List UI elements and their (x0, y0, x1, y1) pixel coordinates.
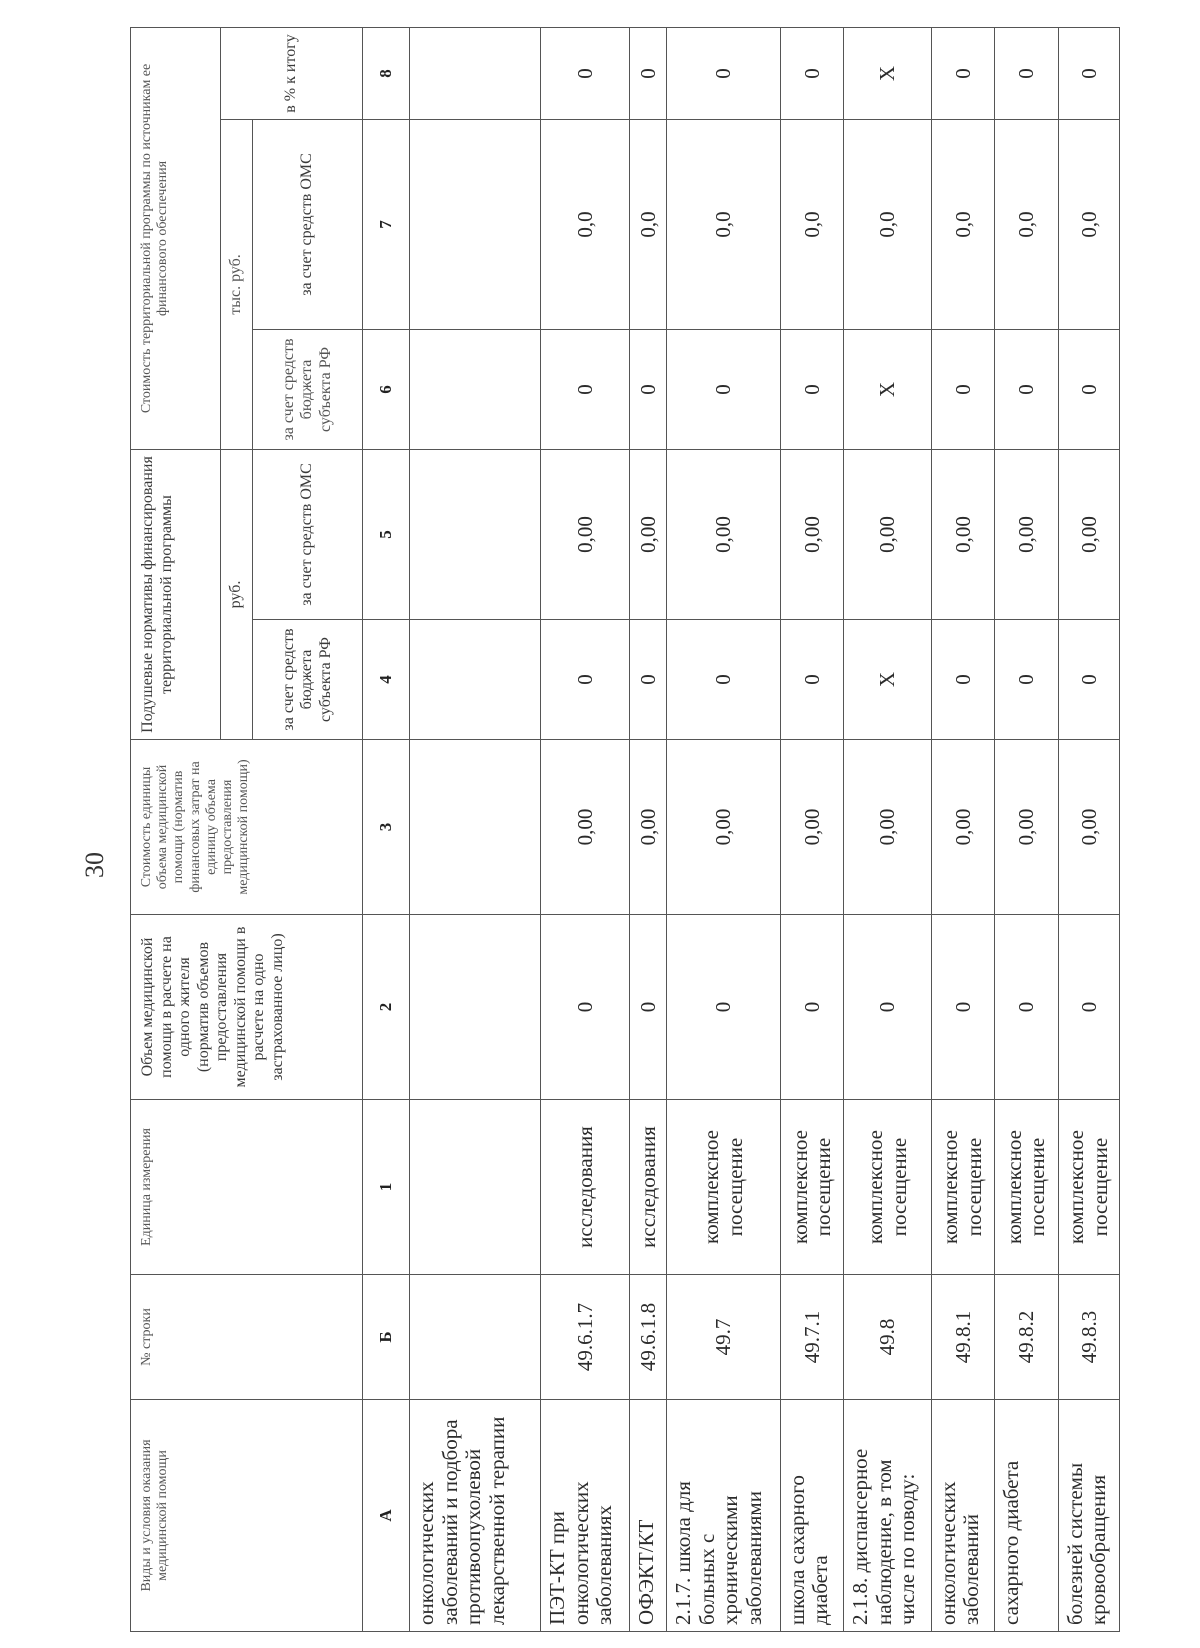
per-capita-budget: 0 (541, 620, 630, 740)
unit-cost: 0,00 (541, 740, 630, 915)
row-number: 49.8.2 (995, 1275, 1058, 1400)
cost-budget: 0 (931, 329, 994, 449)
volume-norm (410, 915, 541, 1100)
per-capita-oms: 0,00 (667, 449, 781, 619)
cost-budget: X (844, 329, 931, 449)
row-label: 2.1.7. школа для больных с хроническими заболеваниями (667, 1400, 781, 1632)
cost-budget: 0 (667, 329, 781, 449)
cost-budget: 0 (780, 329, 843, 449)
cost-budget: 0 (630, 329, 667, 449)
table-row (931, 27, 994, 1631)
header-col-b: № строки (131, 1275, 363, 1400)
col-number: Б (363, 1275, 410, 1400)
cost-budget (410, 329, 541, 449)
header-cost-unit: тыс. руб. (221, 119, 253, 449)
per-capita-oms: 0,00 (844, 449, 931, 619)
header-col-8-percent: в % к итогу (221, 27, 363, 119)
header-col-6-budget: за счет средств бюджета субъекта РФ (253, 329, 363, 449)
table-row (995, 27, 1058, 1631)
unit-cost: 0,00 (667, 740, 781, 915)
unit: комплексное посещение (931, 1100, 994, 1275)
per-capita-budget: 0 (780, 620, 843, 740)
per-capita-budget: 0 (1058, 620, 1119, 740)
unit: комплексное посещение (667, 1100, 781, 1275)
unit-cost: 0,00 (1058, 740, 1119, 915)
header-cost-group: Стоимость территориальной программы по источникам ее финансового обеспечения (131, 27, 221, 449)
per-capita-oms: 0,00 (1058, 449, 1119, 619)
volume-norm: 0 (667, 915, 781, 1100)
cost-percent: 0 (1058, 27, 1119, 119)
per-capita-oms: 0,00 (780, 449, 843, 619)
per-capita-oms: 0,00 (630, 449, 667, 619)
table-row (1058, 27, 1119, 1631)
per-capita-oms: 0,00 (995, 449, 1058, 619)
col-number: А (363, 1400, 410, 1632)
cost-percent: X (844, 27, 931, 119)
col-number: 4 (363, 620, 410, 740)
per-capita-budget: 0 (630, 620, 667, 740)
cost-oms: 0,0 (931, 119, 994, 329)
row-number: 49.8.3 (1058, 1275, 1119, 1400)
volume-norm: 0 (780, 915, 843, 1100)
row-label: ПЭТ-КТ при онкологических заболеваниях (541, 1400, 630, 1632)
volume-norm: 0 (630, 915, 667, 1100)
row-number: 49.7.1 (780, 1275, 843, 1400)
per-capita-oms (410, 449, 541, 619)
col-number: 1 (363, 1100, 410, 1275)
unit: комплексное посещение (995, 1100, 1058, 1275)
header-col-7-oms: за счет средств ОМС (253, 119, 363, 329)
per-capita-budget: 0 (667, 620, 781, 740)
volume-norm: 0 (541, 915, 630, 1100)
header-col-1: Единица измерения (131, 1100, 363, 1275)
unit: комплексное посещение (844, 1100, 931, 1275)
cost-budget: 0 (995, 329, 1058, 449)
unit-cost: 0,00 (630, 740, 667, 915)
row-label: ОФЭКТ/КТ (630, 1400, 667, 1632)
column-number-row (363, 27, 410, 1631)
row-label: онкологических заболеваний и подбора противоопухолевой лекарственной терапии (410, 1400, 541, 1632)
cost-budget: 0 (541, 329, 630, 449)
per-capita-oms: 0,00 (541, 449, 630, 619)
header-col-2: Объем медицинской помощи в расчете на одного жителя (норматив объемов предоставления медицинской помощи в расчете на одно застрахованное лицо) (131, 915, 363, 1100)
page-number: 30 (80, 852, 109, 878)
cost-oms: 0,0 (995, 119, 1058, 329)
cost-oms (410, 119, 541, 329)
cost-oms: 0,0 (541, 119, 630, 329)
volume-norm: 0 (995, 915, 1058, 1100)
col-number: 5 (363, 449, 410, 619)
volume-norm: 0 (844, 915, 931, 1100)
financing-table (130, 27, 1120, 1632)
row-number: 49.6.1.7 (541, 1275, 630, 1400)
unit-cost: 0,00 (844, 740, 931, 915)
header-col-4-budget: за счет средств бюджета субъекта РФ (253, 620, 363, 740)
cost-budget: 0 (1058, 329, 1119, 449)
row-number (410, 1275, 541, 1400)
cost-percent: 0 (630, 27, 667, 119)
table-row (667, 27, 781, 1631)
cost-percent: 0 (780, 27, 843, 119)
unit-cost: 0,00 (931, 740, 994, 915)
row-label: школа сахарного диабета (780, 1400, 843, 1632)
unit (410, 1100, 541, 1275)
per-capita-oms: 0,00 (931, 449, 994, 619)
volume-norm: 0 (1058, 915, 1119, 1100)
row-number: 49.8 (844, 1275, 931, 1400)
volume-norm: 0 (931, 915, 994, 1100)
table-row (780, 27, 843, 1631)
unit: комплексное посещение (1058, 1100, 1119, 1275)
cost-percent: 0 (667, 27, 781, 119)
header-col-a: Виды и условия оказания медицинской помощи (131, 1400, 363, 1632)
unit-cost (410, 740, 541, 915)
cost-oms: 0,0 (630, 119, 667, 329)
row-number: 49.7 (667, 1275, 781, 1400)
table-row (844, 27, 931, 1631)
cost-percent (410, 27, 541, 119)
col-number: 6 (363, 329, 410, 449)
cost-percent: 0 (995, 27, 1058, 119)
col-number: 7 (363, 119, 410, 329)
per-capita-budget (410, 620, 541, 740)
table-row (410, 27, 541, 1631)
table-row (541, 27, 630, 1631)
row-label: сахарного диабета (995, 1400, 1058, 1632)
cost-oms: 0,0 (780, 119, 843, 329)
per-capita-budget: 0 (995, 620, 1058, 740)
unit-cost: 0,00 (995, 740, 1058, 915)
col-number: 3 (363, 740, 410, 915)
unit: комплексное посещение (780, 1100, 843, 1275)
col-number: 8 (363, 27, 410, 119)
header-per-capita-group: Подушевые нормативы финансирования территориальной программы (131, 449, 221, 739)
row-label: болезней системы кровообращения (1058, 1400, 1119, 1632)
cost-percent: 0 (541, 27, 630, 119)
cost-oms: 0,0 (1058, 119, 1119, 329)
unit: исследования (541, 1100, 630, 1275)
cost-oms: 0,0 (844, 119, 931, 329)
row-number: 49.6.1.8 (630, 1275, 667, 1400)
header-col-3: Стоимость единицы объема медицинской помощи (норматив финансовых затрат на единицу объема предоставления медицинской помощи) (131, 740, 363, 915)
col-number: 2 (363, 915, 410, 1100)
table-row (630, 27, 667, 1631)
per-capita-budget: X (844, 620, 931, 740)
row-number: 49.8.1 (931, 1275, 994, 1400)
row-label: онкологических заболеваний (931, 1400, 994, 1632)
header-per-capita-unit: руб. (221, 449, 253, 739)
per-capita-budget: 0 (931, 620, 994, 740)
cost-percent: 0 (931, 27, 994, 119)
header-col-5-oms: за счет средств ОМС (253, 449, 363, 619)
unit-cost: 0,00 (780, 740, 843, 915)
cost-oms: 0,0 (667, 119, 781, 329)
row-label: 2.1.8. диспансерное наблюдение, в том числе по поводу: (844, 1400, 931, 1632)
unit: исследования (630, 1100, 667, 1275)
